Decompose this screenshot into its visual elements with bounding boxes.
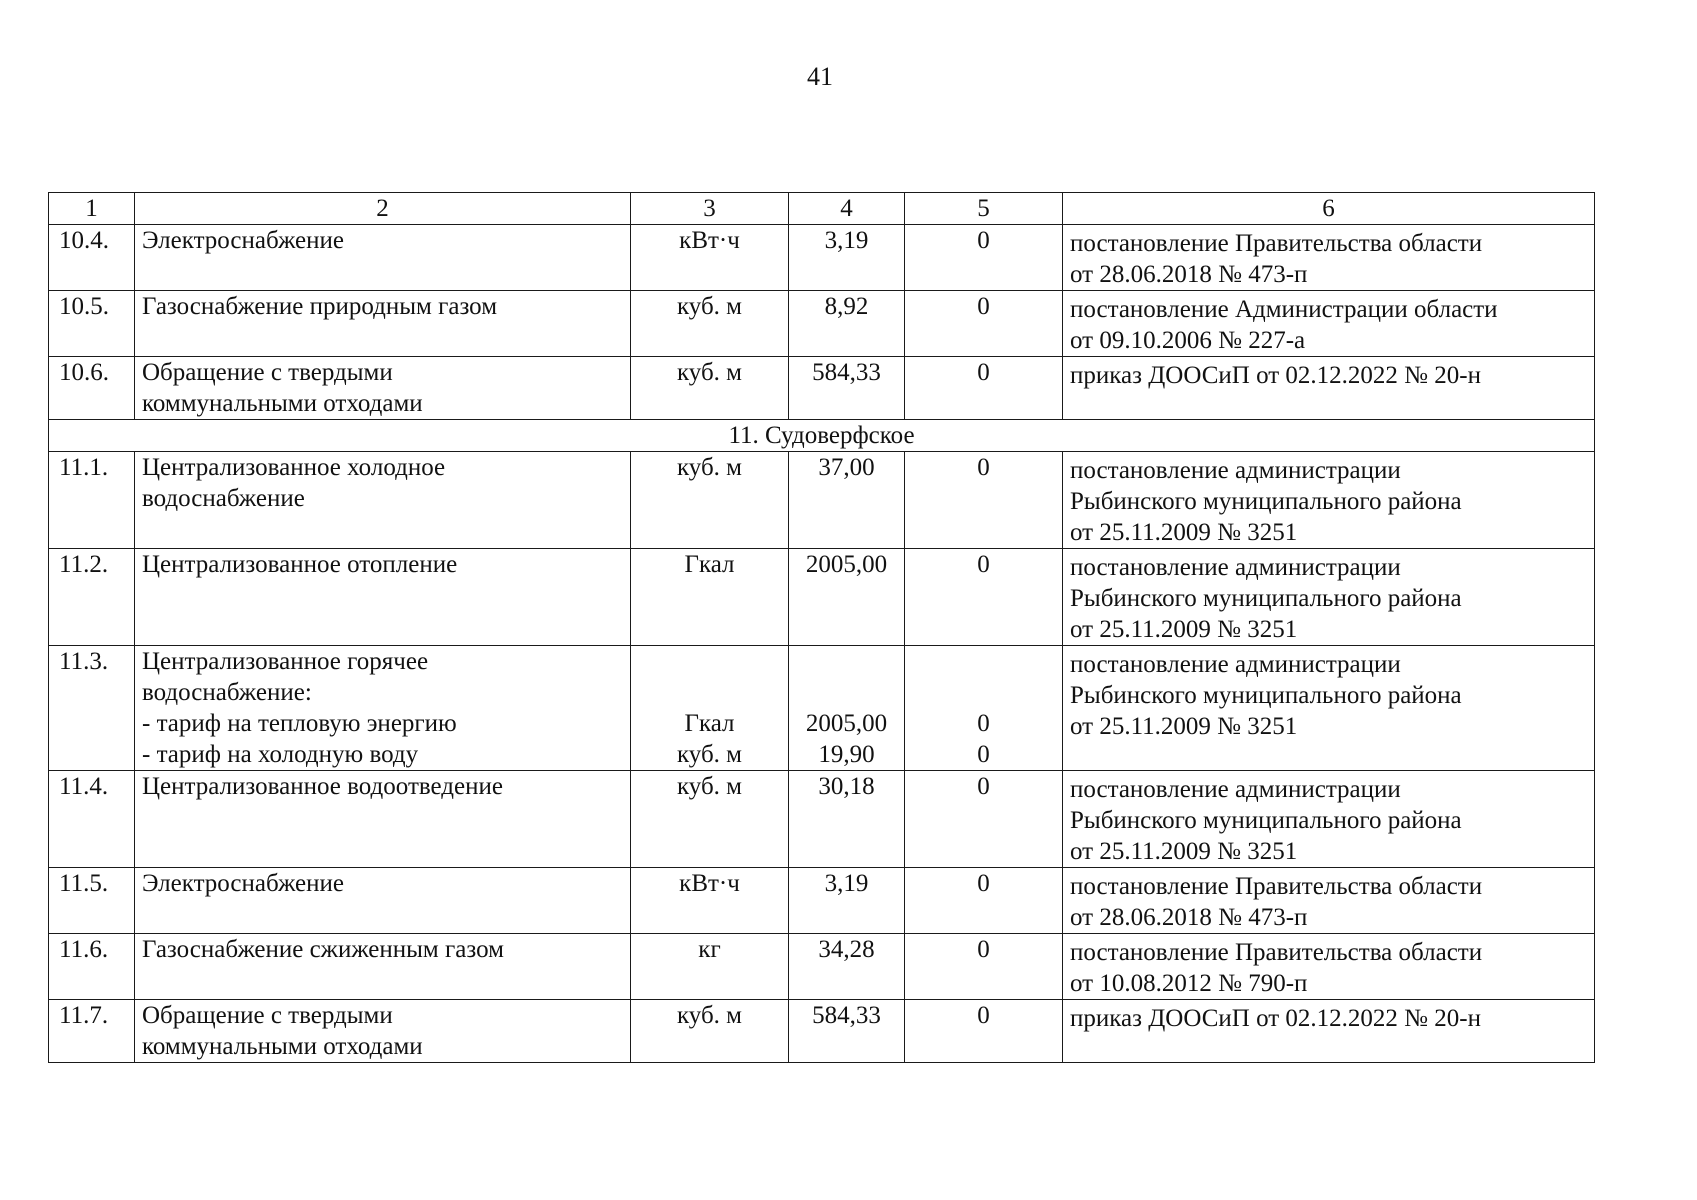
row-name-line: Централизованное отопление	[142, 551, 458, 578]
row-rate	[905, 868, 1063, 934]
section-title: 11. Судоверфское	[49, 420, 1595, 452]
row-basis	[1063, 934, 1595, 1000]
row-value	[789, 357, 905, 420]
row-unit	[631, 934, 789, 1000]
row-rate-line: 0	[977, 936, 990, 963]
row-number-line: 11.6.	[59, 936, 109, 963]
row-rate-line: 0	[977, 293, 990, 320]
row-rate	[905, 291, 1063, 357]
row-rate	[905, 646, 1063, 771]
row-value-line: 584,33	[812, 359, 881, 386]
row-unit	[631, 225, 789, 291]
row-number-line: 11.1.	[59, 454, 109, 481]
row-basis-line: от 28.06.2018 № 473-п	[1070, 904, 1308, 931]
row-basis-line: от 25.11.2009 № 3251	[1070, 616, 1298, 643]
row-value-line: 8,92	[824, 293, 869, 320]
table-row	[49, 771, 1595, 868]
row-rate-line: 0	[977, 870, 990, 897]
row-unit	[631, 291, 789, 357]
row-unit-line: Гкал	[684, 551, 735, 578]
row-name-line: Электроснабжение	[142, 870, 344, 897]
row-basis-line: от 25.11.2009 № 3251	[1070, 519, 1298, 546]
row-rate	[905, 452, 1063, 549]
row-number: 11.3.	[49, 646, 135, 771]
header-row	[49, 193, 1595, 225]
name-line: Централизованное горячее	[142, 648, 429, 675]
row-rate-line: 0	[977, 551, 990, 578]
table-row	[49, 357, 1595, 420]
row-basis-line: Рыбинского муниципального района	[1070, 807, 1462, 834]
row-name	[135, 452, 631, 549]
row-value	[789, 549, 905, 646]
row-basis-line: постановление администрации	[1070, 457, 1401, 484]
row-basis-line: приказ ДООСиП от 02.12.2022 № 20-н	[1070, 1005, 1481, 1032]
row-value	[789, 771, 905, 868]
row-value	[789, 934, 905, 1000]
row-value	[789, 1000, 905, 1063]
row-unit	[631, 452, 789, 549]
row-name	[135, 357, 631, 420]
row-rate	[905, 225, 1063, 291]
value-line: 19,90	[818, 741, 875, 768]
row-basis-line: постановление администрации	[1070, 554, 1401, 581]
row-number-line: 11.2.	[59, 551, 109, 578]
row-value-line: 30,18	[818, 773, 875, 800]
row-rate	[905, 549, 1063, 646]
row-unit-line: кВт·ч	[679, 870, 740, 897]
row-basis-line: от 09.10.2006 № 227-а	[1070, 327, 1306, 354]
row-rate-line: 0	[977, 1002, 990, 1029]
row-name-line: водоснабжение	[142, 485, 305, 512]
row-unit-line: кВт·ч	[679, 227, 740, 254]
row-basis	[1063, 452, 1595, 549]
basis-line: от 25.11.2009 № 3251	[1070, 713, 1298, 740]
row-rate-line: 0	[977, 454, 990, 481]
name-line: - тариф на холодную воду	[142, 741, 419, 768]
row-basis-line: постановление Правительства области	[1070, 873, 1483, 900]
column-header: 3	[631, 193, 789, 225]
row-basis-line: постановление Правительства области	[1070, 230, 1483, 257]
row-basis	[1063, 291, 1595, 357]
row-number-line: 11.5.	[59, 870, 109, 897]
row-unit-line: куб. м	[676, 293, 742, 320]
row-basis-line: постановление Правительства области	[1070, 939, 1483, 966]
row-name-line: Газоснабжение природным газом	[142, 293, 498, 320]
row-name	[135, 225, 631, 291]
row-basis-line: постановление администрации	[1070, 776, 1401, 803]
row-name-line: Обращение с твердыми	[142, 1002, 393, 1029]
row-rate	[905, 934, 1063, 1000]
row-value	[789, 452, 905, 549]
row-number	[49, 549, 135, 646]
row-value-line: 34,28	[818, 936, 875, 963]
basis-line: Рыбинского муниципального района	[1070, 682, 1462, 709]
row-name	[135, 549, 631, 646]
row-name	[135, 1000, 631, 1063]
row-basis	[1063, 771, 1595, 868]
row-unit	[631, 646, 789, 771]
row-name-line: Централизованное холодное	[142, 454, 446, 481]
row-name	[135, 934, 631, 1000]
table-row	[49, 452, 1595, 549]
table-row	[49, 225, 1595, 291]
name-line: - тариф на тепловую энергию	[142, 710, 457, 737]
row-basis-line: постановление Администрации области	[1070, 296, 1498, 323]
row-unit-line: куб. м	[676, 359, 742, 386]
row-basis-line: Рыбинского муниципального района	[1070, 585, 1462, 612]
row-name-line: Обращение с твердыми	[142, 359, 393, 386]
rate-line: 0	[977, 710, 990, 737]
row-number	[49, 452, 135, 549]
row-number	[49, 934, 135, 1000]
row-basis	[1063, 868, 1595, 934]
row-name-line: Централизованное водоотведение	[142, 773, 503, 800]
basis-line: постановление администрации	[1070, 651, 1401, 678]
row-rate	[905, 771, 1063, 868]
row-unit	[631, 357, 789, 420]
column-header: 2	[135, 193, 631, 225]
row-name	[135, 291, 631, 357]
row-unit	[631, 549, 789, 646]
section-row	[49, 420, 1595, 452]
row-unit-line: кг	[698, 936, 721, 963]
row-name-line: коммунальными отходами	[142, 1033, 423, 1060]
row-number	[49, 1000, 135, 1063]
row-basis-line: от 10.08.2012 № 790-п	[1070, 970, 1308, 997]
page-number: 41	[807, 62, 833, 91]
row-unit-line: куб. м	[676, 1002, 742, 1029]
row-basis-line: от 25.11.2009 № 3251	[1070, 838, 1298, 865]
table-row	[49, 291, 1595, 357]
row-number	[49, 868, 135, 934]
row-basis	[1063, 549, 1595, 646]
row-value-line: 584,33	[812, 1002, 881, 1029]
row-basis-line: от 28.06.2018 № 473-п	[1070, 261, 1308, 288]
row-name-line: коммунальными отходами	[142, 390, 423, 417]
row-number	[49, 357, 135, 420]
table-row-hot-water	[49, 646, 1595, 771]
row-value	[789, 291, 905, 357]
row-number-line: 10.5.	[59, 293, 109, 320]
row-value-line: 3,19	[824, 227, 869, 254]
row-number	[49, 291, 135, 357]
row-unit-line: куб. м	[676, 773, 742, 800]
table-row	[49, 868, 1595, 934]
table-row	[49, 549, 1595, 646]
row-name-line: Электроснабжение	[142, 227, 344, 254]
row-number-line: 10.4.	[59, 227, 109, 254]
row-rate-line: 0	[977, 359, 990, 386]
row-name	[135, 646, 631, 771]
table-row	[49, 1000, 1595, 1063]
name-line: водоснабжение:	[142, 679, 312, 706]
row-basis	[1063, 357, 1595, 420]
row-name	[135, 771, 631, 868]
column-header: 1	[49, 193, 135, 225]
rate-line: 0	[977, 741, 990, 768]
row-rate	[905, 357, 1063, 420]
table-body	[49, 193, 1595, 1063]
row-unit	[631, 868, 789, 934]
row-basis-line: приказ ДООСиП от 02.12.2022 № 20-н	[1070, 362, 1481, 389]
unit-line: Гкал	[684, 710, 735, 737]
table-row	[49, 934, 1595, 1000]
row-number	[49, 771, 135, 868]
column-header: 4	[789, 193, 905, 225]
row-unit	[631, 1000, 789, 1063]
row-value-line: 37,00	[818, 454, 875, 481]
row-number-line: 11.4.	[59, 773, 109, 800]
column-header: 6	[1063, 193, 1595, 225]
row-name-line: Газоснабжение сжиженным газом	[142, 936, 504, 963]
row-rate-line: 0	[977, 227, 990, 254]
row-number-line: 10.6.	[59, 359, 109, 386]
tariff-table	[48, 192, 1595, 1063]
row-basis	[1063, 225, 1595, 291]
row-unit-line: куб. м	[676, 454, 742, 481]
row-basis	[1063, 1000, 1595, 1063]
unit-line: куб. м	[676, 741, 742, 768]
row-value-line: 3,19	[824, 870, 869, 897]
column-header: 5	[905, 193, 1063, 225]
row-unit	[631, 771, 789, 868]
row-value	[789, 646, 905, 771]
row-rate	[905, 1000, 1063, 1063]
row-value-line: 2005,00	[805, 551, 888, 578]
value-line: 2005,00	[805, 710, 888, 737]
row-rate-line: 0	[977, 773, 990, 800]
row-value	[789, 225, 905, 291]
row-basis-line: Рыбинского муниципального района	[1070, 488, 1462, 515]
row-value	[789, 868, 905, 934]
row-name	[135, 868, 631, 934]
row-basis	[1063, 646, 1595, 771]
row-number	[49, 225, 135, 291]
row-number-line: 11.7.	[59, 1002, 109, 1029]
